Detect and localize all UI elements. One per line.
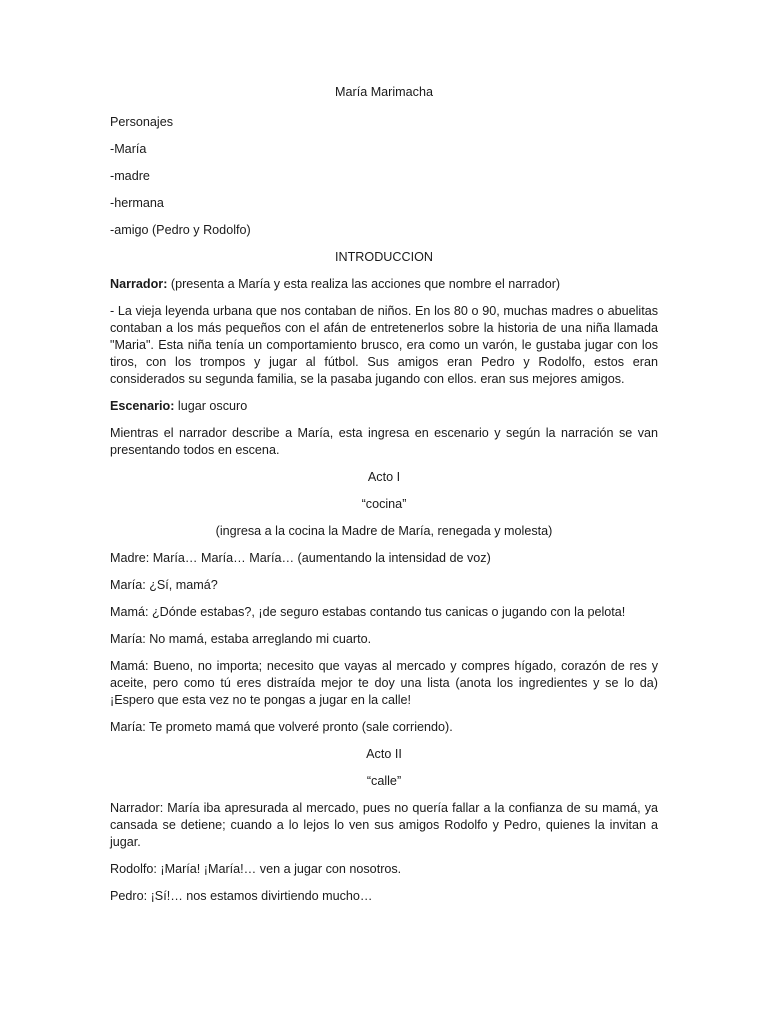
scenario-line	[110, 398, 658, 415]
character-item: -hermana	[110, 196, 164, 210]
dialogue-line: María: ¿Sí, mamá?	[110, 578, 218, 592]
act1-subtitle: “cocina”	[361, 497, 407, 511]
document-page	[110, 84, 658, 915]
act1-stage-direction: (ingresa a la cocina la Madre de María, renegada y molesta)	[215, 524, 553, 538]
character-item: -madre	[110, 169, 150, 183]
dialogue-line: María: No mamá, estaba arreglando mi cuarto.	[110, 632, 372, 646]
act1-heading: Acto I	[367, 470, 401, 484]
intro-paragraph: Mientras el narrador describe a María, esta ingresa en escenario y según la narración se van presentando todos en escena.	[110, 426, 658, 457]
characters-heading: Personajes	[110, 115, 174, 129]
dialogue-line: Narrador: María iba apresurada al mercado, pues no quería fallar a la confianza de su mamá, ya cansada se detiene; cuando a lo lejos lo ven sus amigos Rodolfo y Pedro, quienes la invitan a jugar.	[110, 801, 658, 849]
act2-subtitle: “calle”	[366, 774, 402, 788]
dialogue-line: Rodolfo: ¡María! ¡María!… ven a jugar con nosotros.	[110, 862, 402, 876]
dialogue-line: Mamá: Bueno, no importa; necesito que vayas al mercado y compres hígado, corazón de res y aceite, pero como tú eres distraída mejor te doy una lista (anota los ingredientes y se lo da) ¡Espero que esta vez no te pongas a jugar en la calle!	[110, 659, 658, 707]
dialogue-line: Mamá: ¿Dónde estabas?, ¡de seguro estabas contando tus canicas o jugando con la pelota!	[110, 605, 626, 619]
narrator-note: (presenta a María y esta realiza las acciones que nombre el narrador)	[167, 277, 561, 291]
dialogue-line: Madre: María… María… María… (aumentando la intensidad de voz)	[110, 551, 491, 565]
narrator-label: Narrador:	[110, 277, 168, 291]
document-title: María Marimacha	[335, 85, 433, 99]
scenario-text: lugar oscuro	[174, 399, 248, 413]
scenario-label: Escenario:	[110, 399, 175, 413]
character-item: -amigo (Pedro y Rodolfo)	[110, 223, 251, 237]
narrator-line	[110, 276, 658, 293]
dialogue-line: Pedro: ¡Sí!… nos estamos divirtiendo mucho…	[110, 889, 373, 903]
act2-heading: Acto II	[366, 747, 402, 761]
dialogue-line: María: Te prometo mamá que volveré pronto (sale corriendo).	[110, 720, 453, 734]
intro-heading: INTRODUCCION	[335, 250, 433, 264]
legend-paragraph: - La vieja leyenda urbana que nos contaban de niños. En los 80 o 90, muchas madres o abuelitas contaban a los más pequeños con el afán de entretenerlos sobre la historia de una niña llamada "Maria". Esta niña tenía un comportamiento brusco, era como un varón, le gustaba jugar con los tiros, con los trompos y jugar al fútbol. Sus amigos eran Pedro y Rodolfo, estos eran considerados su segunda familia, se la pasaba jugando con ellos. eran sus mejores amigos.	[110, 304, 658, 386]
character-item: -María	[110, 142, 147, 156]
